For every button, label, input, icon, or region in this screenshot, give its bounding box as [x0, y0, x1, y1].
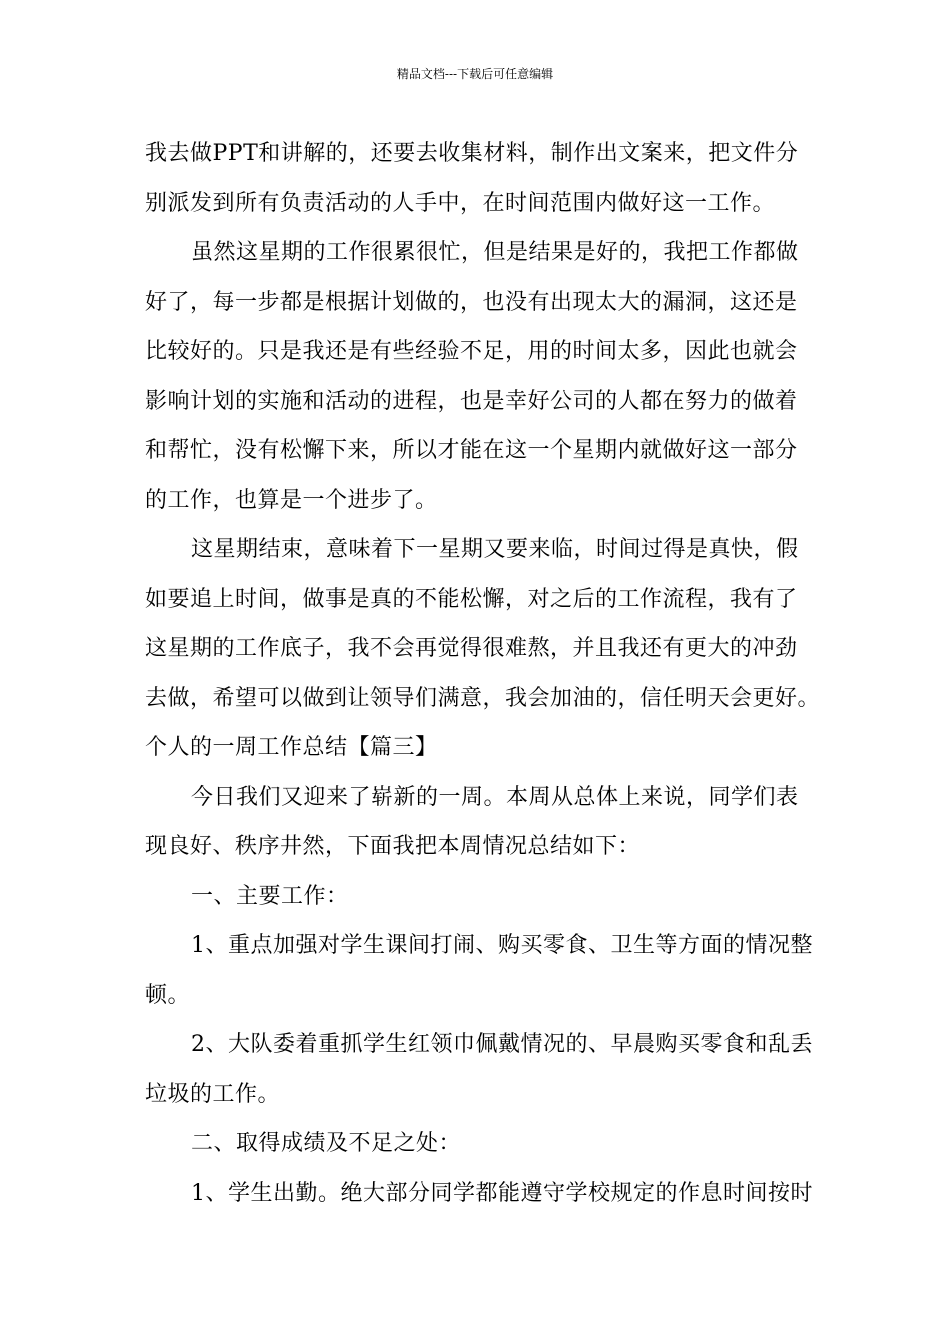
section-heading: 个人的一周工作总结【篇三】: [145, 735, 438, 760]
paragraph-start: 这星期结束，意味着下一星期又要来临，时间过得是真快，假: [191, 537, 799, 562]
text-line: 现良好、秩序井然，下面我把本周情况总结如下：: [145, 834, 641, 859]
text-line: 的工作，也算是一个进步了。: [145, 487, 438, 513]
text-line: 别派发到所有负责活动的人手中，在时间范围内做好这一工作。: [145, 190, 776, 216]
text-line: 和帮忙，没有松懈下来，所以才能在这一个星期内就做好这一部分: [145, 438, 798, 463]
text-line: 影响计划的实施和活动的进程，也是幸好公司的人都在努力的做着: [145, 388, 798, 414]
paragraph-start: 今日我们又迎来了崭新的一周。本周从总体上来说，同学们表: [191, 784, 799, 810]
text-line: 这星期的工作底子，我不会再觉得很难熬，并且我还有更大的冲劲: [145, 636, 798, 661]
text-line: 比较好的。只是我还是有些经验不足，用的时间太多，因此也就会: [145, 339, 798, 364]
list-item: 1、重点加强对学生课间打闹、购买零食、卫生等方面的情况整: [191, 933, 813, 958]
text-line: 垃圾的工作。: [145, 1081, 281, 1107]
text-line: 如要追上时间，做事是真的不能松懈，对之后的工作流程，我有了: [145, 586, 798, 612]
list-item: 2、大队委着重抓学生红领巾佩戴情况的、早晨购买零食和乱丢: [191, 1032, 813, 1057]
page-header: 精品文档---下载后可任意编辑: [396, 67, 554, 81]
text-line: 好了，每一步都是根据计划做的，也没有出现太大的漏洞，这还是: [145, 289, 798, 315]
subheading: 一、主要工作：: [191, 883, 349, 909]
text-line: 去做，希望可以做到让领导们满意，我会加油的，信任明天会更好。: [145, 685, 821, 711]
text-line: 顿。: [145, 982, 191, 1008]
subheading: 二、取得成绩及不足之处：: [191, 1131, 462, 1156]
text-line: 我去做PPT和讲解的，还要去收集材料，制作出文案来，把文件分: [145, 141, 799, 166]
document-body: [145, 129, 821, 1218]
list-item: 1、学生出勤。绝大部分同学都能遵守学校规定的作息时间按时: [191, 1180, 813, 1206]
paragraph-start: 虽然这星期的工作很累很忙，但是结果是好的，我把工作都做: [191, 240, 799, 265]
